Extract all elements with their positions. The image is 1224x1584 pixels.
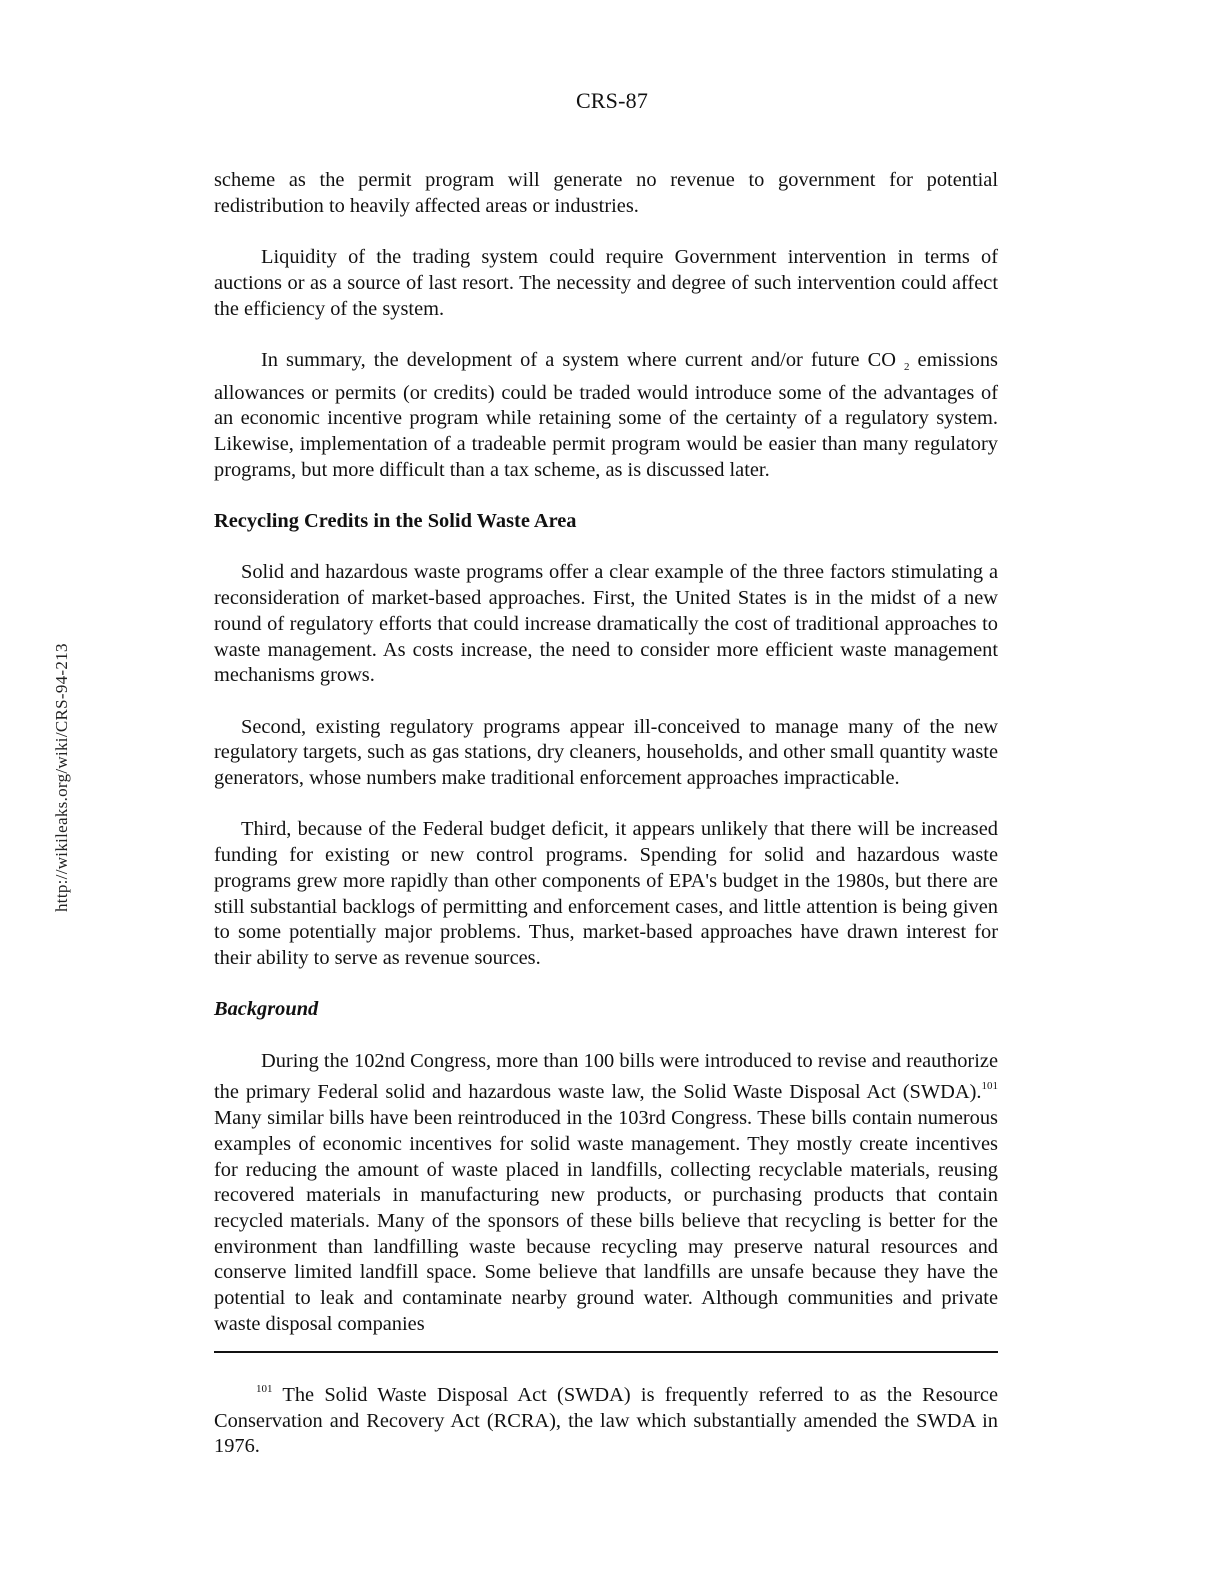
paragraph-liquidity: Liquidity of the trading system could require Government intervention in terms of auctions or as a source of last resort. The necessity and degree of such intervention could affect the efficiency of the system. <box>214 246 998 320</box>
side-url-watermark: http://wikileaks.org/wiki/CRS-94-213 <box>52 643 71 912</box>
paragraph-summary <box>214 348 998 484</box>
background-text-start: During the 102nd Congress, more than 100 bills were introduced to revise and reauthorize the primary Federal solid and hazardous waste law, the Solid Waste Disposal Act (SWDA). <box>214 1049 998 1104</box>
subsection-heading-background: Background <box>214 998 319 1021</box>
section-heading-recycling-credits: Recycling Credits in the Solid Waste Area <box>214 510 577 533</box>
footnotes-section <box>214 1377 998 1460</box>
paragraph-background <box>214 1049 998 1338</box>
document-body <box>214 168 998 1363</box>
footnote-reference-101[interactable]: 101 <box>981 1080 998 1093</box>
footnote-text: The Solid Waste Disposal Act (SWDA) is frequently referred to as the Resource Conservation and Recovery Act (RCRA), the law which substantially amended the SWDA in 1976. <box>214 1384 998 1458</box>
paragraph-second-factor: Second, existing regulatory programs appear ill-conceived to manage many of the new regulatory targets, such as gas stations, dry cleaners, households, and other small quantity waste generators, whose numbers make traditional enforcement approaches impracticable. <box>214 715 998 790</box>
summary-text-end: emissions allowances or permits (or credits) could be traded would introduce some of the advantages of an economic incentive program while retaining some of the certainty of a regulatory system. Likewise, implementation of a tradeable permit program would be easier than many regulatory programs, but more difficult than a tax scheme, as is discussed later. <box>214 348 998 481</box>
footnote-number: 101 <box>256 1383 273 1395</box>
footnote-101 <box>214 1377 998 1460</box>
paragraph-continuation: scheme as the permit program will generate no revenue to government for potential redistribution to heavily affected areas or industries. <box>214 169 998 217</box>
background-text-end: Many similar bills have been reintroduced in the 103rd Congress. These bills contain numerous examples of economic incentives for solid waste management. They mostly create incentives for reducing the amount of waste placed in landfills, collecting recyclable materials, reusing recovered materials in manufacturing new products, or purchasing products that contain recycled materials. Many of the sponsors of these bills believe that recycling is better for the environment than landfilling waste because recycling may preserve natural resources and conserve limited landfill space. Some believe that landfills are unsafe because they have the potential to leak and contaminate nearby ground water. Although communities and private waste disposal companies <box>214 1107 998 1335</box>
summary-text-start: In summary, the development of a system where current and/or future CO <box>261 348 896 371</box>
paragraph-third-factor: Third, because of the Federal budget deficit, it appears unlikely that there will be increased funding for existing or new control programs. Spending for solid and hazardous waste programs grew more rapidly than other components of EPA's budget in the 1980s, but there are still substantial backlogs of permitting and enforcement cases, and little attention is being given to some potentially major problems. Thus, market-based approaches have drawn interest for their ability to serve as revenue sources. <box>214 818 998 969</box>
co2-subscript: 2 <box>903 360 910 373</box>
paragraph-first-factor: Solid and hazardous waste programs offer a clear example of the three factors stimulating a reconsideration of market-based approaches. First, the United States is in the midst of a new round of regulatory efforts that could increase dramatically the cost of traditional approaches to waste management. As costs increase, the need to consider more efficient waste management mechanisms grows. <box>214 561 998 687</box>
page-number-header: CRS-87 <box>575 88 649 113</box>
footnote-divider <box>214 1351 998 1353</box>
